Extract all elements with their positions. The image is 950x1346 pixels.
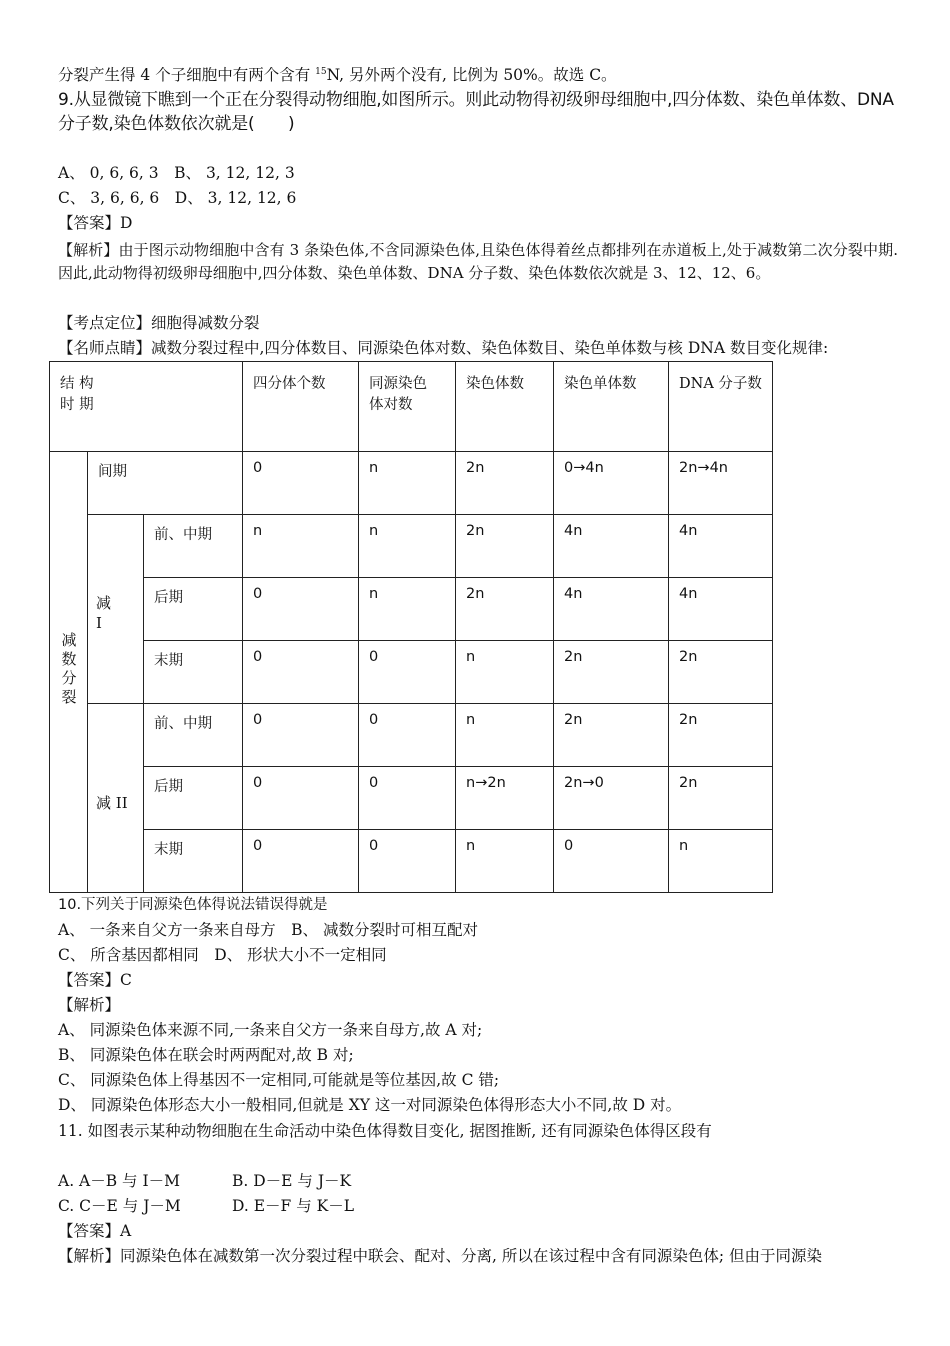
table-cell: 2n→0 bbox=[554, 767, 669, 830]
phase-cell: 间期 bbox=[88, 452, 243, 515]
table-cell: 0 bbox=[554, 830, 669, 893]
table-cell: 2n bbox=[456, 515, 554, 578]
jian2-cell: 减 II bbox=[88, 704, 144, 893]
table-cell: 4n bbox=[669, 578, 773, 641]
header-cell: 四分体个数 bbox=[243, 362, 359, 452]
table-header-row bbox=[50, 362, 773, 452]
q10-analysis-b: B、 同源染色体在联会时两两配对,故 B 对; bbox=[58, 1046, 354, 1064]
table-row bbox=[50, 578, 773, 641]
q10-analysis-d: D、 同源染色体形态大小一般相同,但就是 XY 这一对同源染色体得形态大小不同,故 D 对。 bbox=[58, 1096, 682, 1114]
header-cell: 染色单体数 bbox=[554, 362, 669, 452]
table-row bbox=[50, 830, 773, 893]
meiosis-table bbox=[49, 361, 773, 893]
table-cell: 0 bbox=[359, 641, 456, 704]
table-cell: n bbox=[359, 515, 456, 578]
table-cell: 2n bbox=[669, 767, 773, 830]
q10-stem: 10.下列关于同源染色体得说法错误得就是 bbox=[58, 897, 328, 913]
table-row bbox=[50, 452, 773, 515]
table-cell: n→2n bbox=[456, 767, 554, 830]
q9-kaodian: 【考点定位】细胞得减数分裂 bbox=[58, 314, 260, 332]
table-cell: 4n bbox=[554, 578, 669, 641]
table-cell: 2n bbox=[669, 641, 773, 704]
table-cell: 0 bbox=[359, 830, 456, 893]
header-struct-period: 结 构 时 期 bbox=[50, 362, 243, 452]
table-cell: 0 bbox=[243, 767, 359, 830]
q11-option-a: A. A－B 与 I－M bbox=[58, 1172, 180, 1190]
phase-cell: 后期 bbox=[144, 578, 243, 641]
q9-stem: 9.从显微镜下瞧到一个正在分裂得动物细胞,如图所示。则此动物得初级卵母细胞中,四分体数、染色单体数、DNA 分子数,染色体数依次就是( ) bbox=[58, 90, 894, 134]
phase-cell: 后期 bbox=[144, 767, 243, 830]
phase-cell: 前、中期 bbox=[144, 515, 243, 578]
phase-cell: 前、中期 bbox=[144, 704, 243, 767]
table-cell: n bbox=[456, 830, 554, 893]
table-cell: n bbox=[359, 452, 456, 515]
q9-analysis: 【解析】由于图示动物细胞中含有 3 条染色体,不含同源染色体,且染色体得着丝点都排列在赤道板上,处于减数第二次分裂中期.因此,此动物得初级卵母细胞中,四分体数、染色单体数、DNA 分子数、染色体数依次就是 3、12、12、6。 bbox=[58, 241, 898, 282]
table-cell: 2n bbox=[456, 578, 554, 641]
q10-options-2: C、 所含基因都相同 D、 形状大小不一定相同 bbox=[58, 946, 387, 964]
q11-analysis: 【解析】同源染色体在减数第一次分裂过程中联会、配对、分离, 所以在该过程中含有同源染色体; 但由于同源染 bbox=[58, 1247, 823, 1265]
table-row bbox=[50, 767, 773, 830]
table-row bbox=[50, 515, 773, 578]
q10-analysis-a: A、 同源染色体来源不同,一条来自父方一条来自母方,故 A 对; bbox=[58, 1021, 483, 1039]
table-cell: n bbox=[243, 515, 359, 578]
q11-stem: 11. 如图表示某种动物细胞在生命活动中染色体得数目变化, 据图推断, 还有同源染色体得区段有 bbox=[58, 1122, 712, 1140]
q11-answer: 【答案】A bbox=[58, 1222, 132, 1240]
header-cell: 同源染色体对数 bbox=[359, 362, 456, 452]
q10-options-1: A、 一条来自父方一条来自母方 B、 减数分裂时可相互配对 bbox=[58, 921, 478, 939]
phase-cell: 末期 bbox=[144, 641, 243, 704]
phase-cell: 末期 bbox=[144, 830, 243, 893]
table-cell: 4n bbox=[669, 515, 773, 578]
jian1-cell: 减 I bbox=[88, 515, 144, 704]
table-row bbox=[50, 704, 773, 767]
table-cell: n bbox=[359, 578, 456, 641]
table-cell: n bbox=[456, 641, 554, 704]
q9-mingshi: 【名师点睛】减数分裂过程中,四分体数目、同源染色体对数、染色体数目、染色单体数与核 DNA 数目变化规律: bbox=[58, 339, 829, 357]
table-cell: 0 bbox=[243, 704, 359, 767]
q11-option-c: C. C－E 与 J－M bbox=[58, 1197, 181, 1215]
table-cell: 0 bbox=[359, 767, 456, 830]
table-cell: n bbox=[669, 830, 773, 893]
q9-answer: 【答案】D bbox=[58, 214, 133, 232]
header-cell: 染色体数 bbox=[456, 362, 554, 452]
table-row bbox=[50, 641, 773, 704]
table-cell: 0 bbox=[243, 830, 359, 893]
table-cell: 2n bbox=[456, 452, 554, 515]
q9-options-1: A、 0, 6, 6, 3 B、 3, 12, 12, 3 bbox=[58, 164, 295, 182]
q11-option-b: B. D－E 与 J－K bbox=[232, 1172, 352, 1190]
q10-analysis-title: 【解析】 bbox=[58, 996, 121, 1014]
table-cell: n bbox=[456, 704, 554, 767]
table-cell: 0→4n bbox=[554, 452, 669, 515]
q11-option-d: D. E－F 与 K－L bbox=[232, 1197, 355, 1215]
intro-line: 分裂产生得 4 个子细胞中有两个含有 $^{15}$N, 另外两个没有, 比例为 50%。故选 C。 bbox=[58, 66, 617, 85]
table-cell: 2n bbox=[554, 704, 669, 767]
table-cell: 2n→4n bbox=[669, 452, 773, 515]
header-cell: DNA 分子数 bbox=[669, 362, 773, 452]
table-cell: 0 bbox=[359, 704, 456, 767]
table-cell: 2n bbox=[669, 704, 773, 767]
table-cell: 4n bbox=[554, 515, 669, 578]
q10-answer: 【答案】C bbox=[58, 971, 132, 989]
table-cell: 0 bbox=[243, 578, 359, 641]
table-cell: 2n bbox=[554, 641, 669, 704]
table-cell: 0 bbox=[243, 641, 359, 704]
q10-analysis-c: C、 同源染色体上得基因不一定相同,可能就是等位基因,故 C 错; bbox=[58, 1071, 500, 1089]
table-cell: 0 bbox=[243, 452, 359, 515]
q9-options-2: C、 3, 6, 6, 6 D、 3, 12, 12, 6 bbox=[58, 189, 297, 207]
group-label-cell: 减数分裂 bbox=[50, 452, 88, 893]
